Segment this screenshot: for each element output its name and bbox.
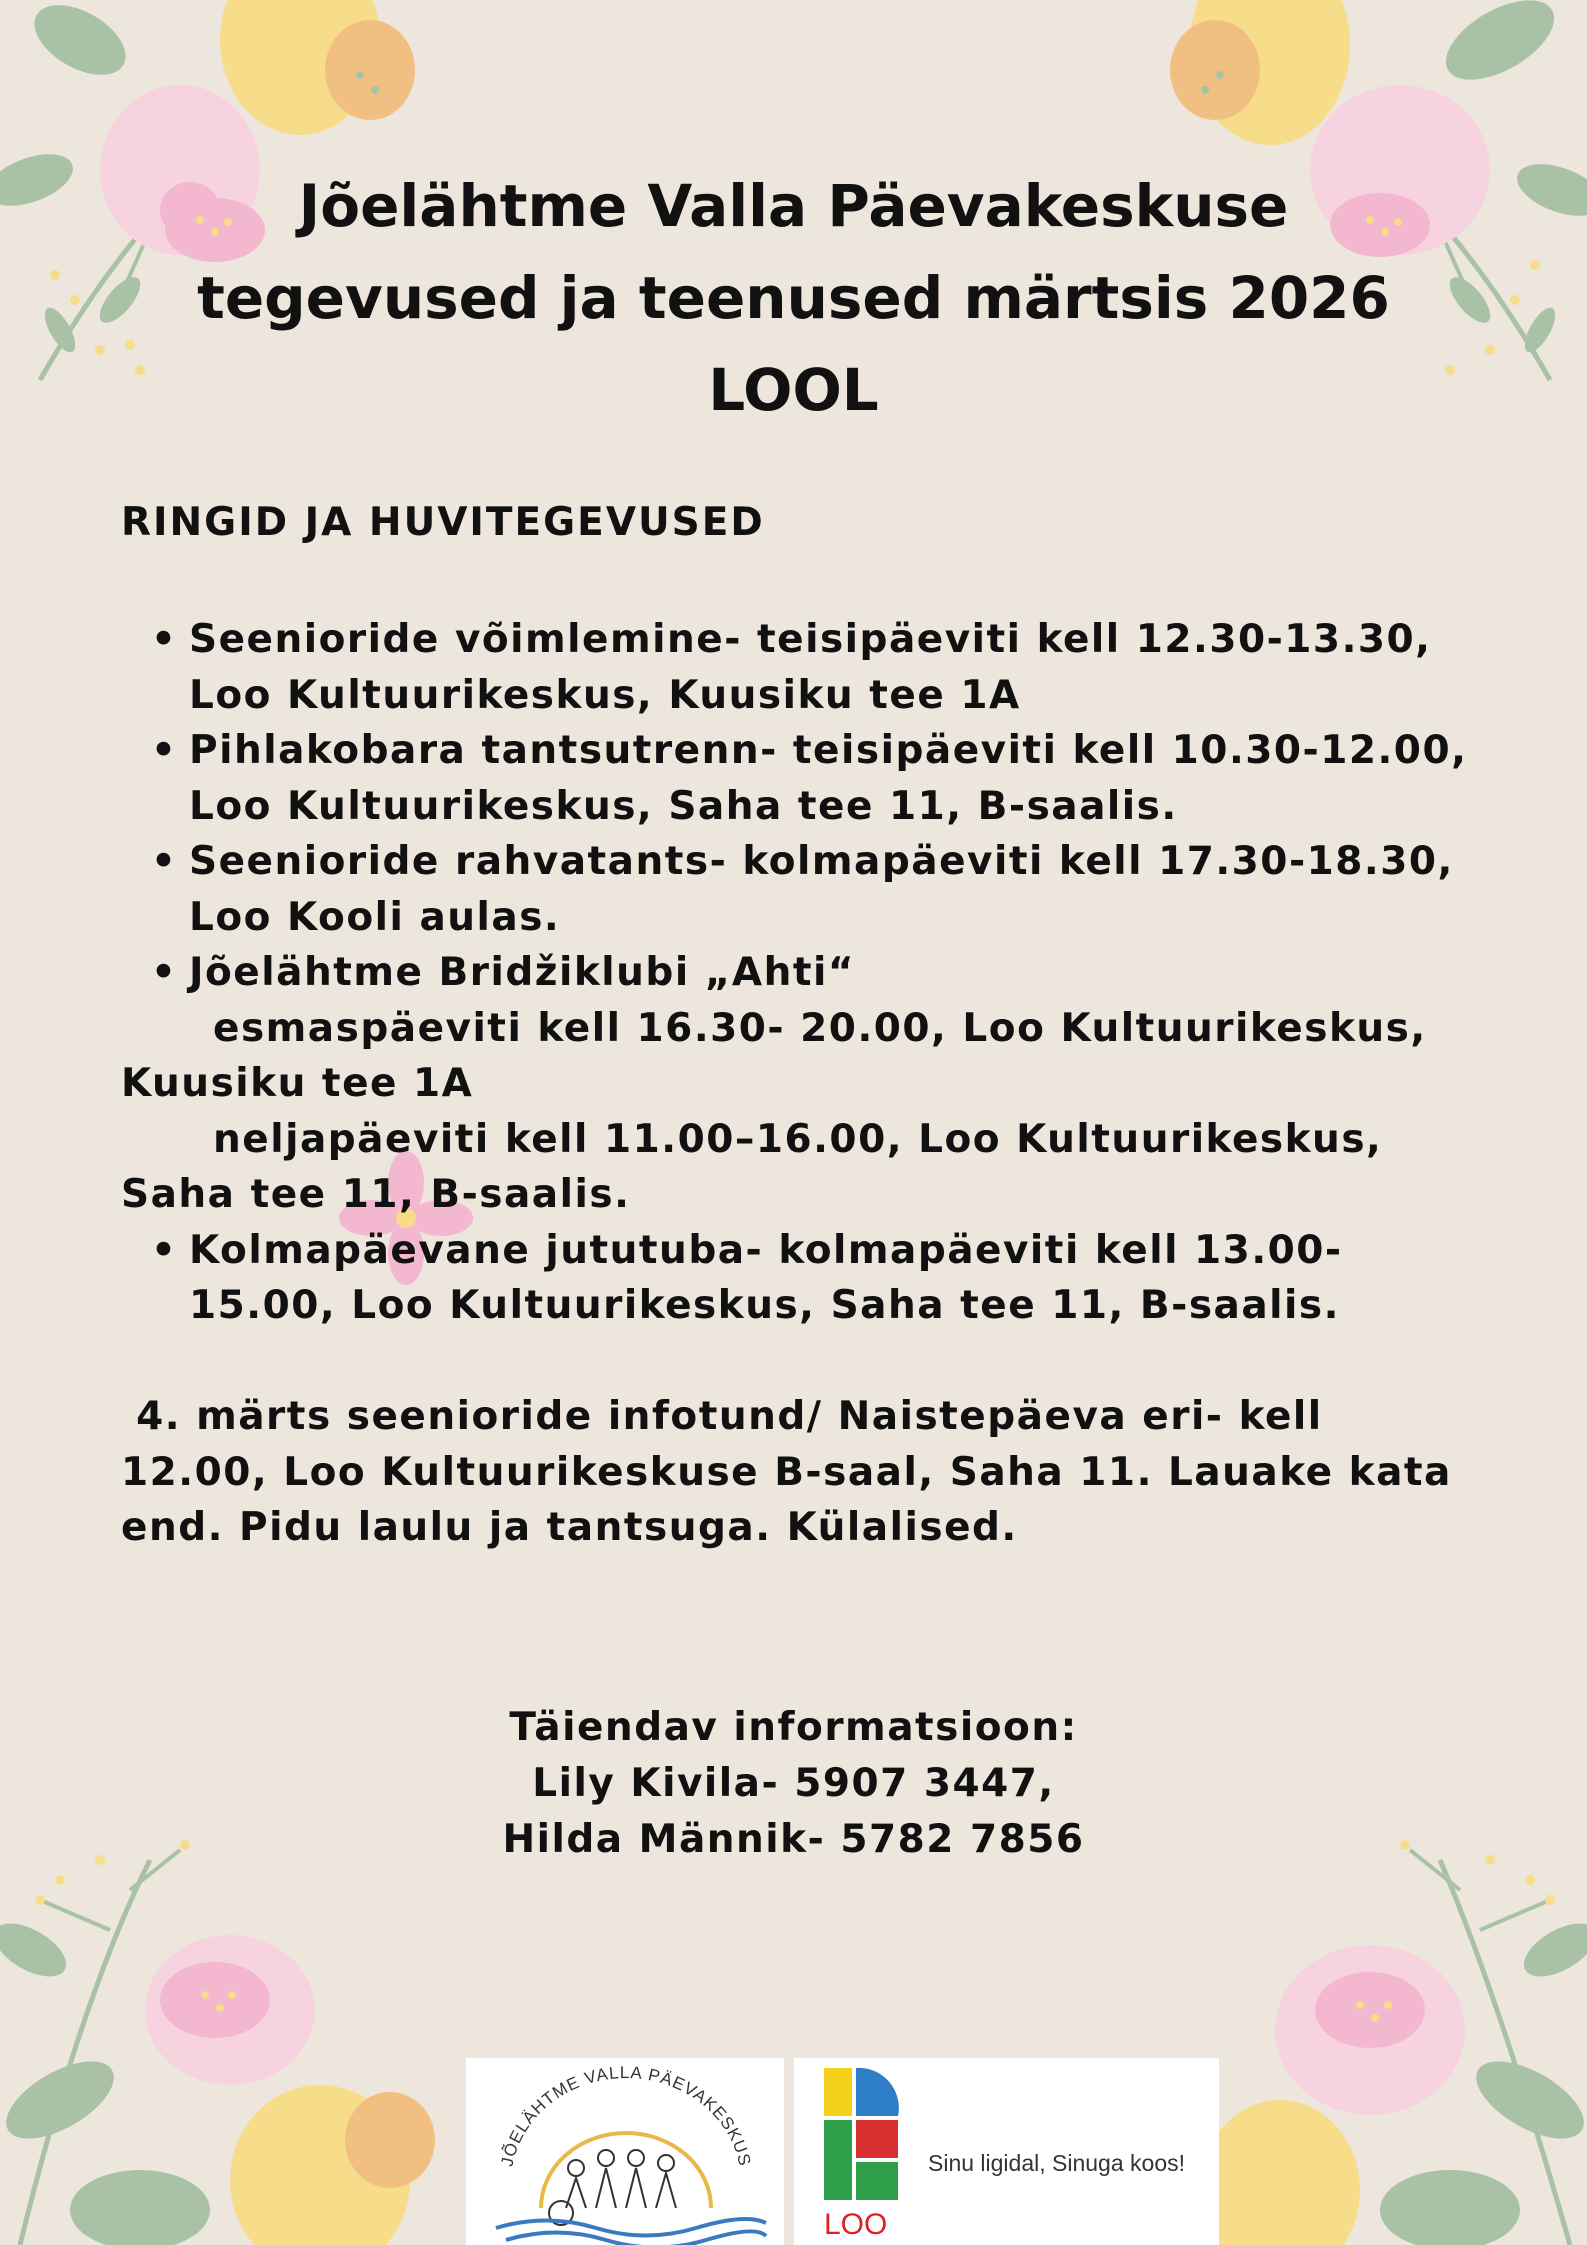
section-heading: RINGID JA HUVITEGEVUSED <box>121 500 765 545</box>
list-item: • Seenioride rahvatants- kolmapäeviti kell 17.30-18.30, <box>121 834 1481 890</box>
daycenter-logo <box>466 2058 784 2245</box>
event-line: 12.00, Loo Kultuurikeskuse B-saal, Saha 11. Lauake kata <box>121 1449 1452 1495</box>
page-title <box>190 160 1397 436</box>
title-line-3: LOOL <box>708 356 879 424</box>
title-line-1: Jõelähtme Valla Päevakeskuse <box>298 172 1289 240</box>
svg-text:JÕELÄHTME VALLA PÄEVAKESKUS: JÕELÄHTME VALLA PÄEVAKESKUS <box>497 2063 755 2169</box>
list-item-continued: Kuusiku tee 1A <box>121 1061 474 1106</box>
event-line: end. Pidu laulu ja tantsuga. Külalised. <box>121 1505 1018 1550</box>
list-item-continued: esmaspäeviti kell 16.30- 20.00, Loo Kultuurikeskus, <box>213 1005 1427 1051</box>
loo-name: LOO <box>824 2208 888 2241</box>
flower-bottom-right-icon <box>1200 1840 1587 2245</box>
list-item-continued: 15.00, Loo Kultuurikeskus, Saha tee 11, B-saalis. <box>189 1283 1340 1328</box>
list-item-continued: Loo Kultuurikeskus, Kuusiku tee 1A <box>189 672 1021 718</box>
title-line-2: tegevused ja teenused märtsis 2026 <box>197 264 1390 332</box>
contact-info <box>0 1700 1587 1868</box>
list-item: • Jõelähtme Bridžiklubi „Ahti“ <box>121 945 1481 1001</box>
activities-list <box>121 612 1481 1556</box>
list-item-continued: neljapäeviti kell 11.00–16.00, Loo Kultuurikeskus, <box>213 1116 1383 1162</box>
list-item: • Pihlakobara tantsutrenn- teisipäeviti kell 10.30-12.00, <box>121 723 1481 779</box>
bullet-icon: • <box>151 839 178 884</box>
contact-heading: Täiendav informatsioon: <box>509 1705 1078 1750</box>
bullet-icon: • <box>151 950 178 995</box>
list-item: • Seenioride võimlemine- teisipäeviti kell 12.30-13.30, <box>121 612 1481 668</box>
contact-line: Hilda Männik- 5782 7856 <box>502 1817 1085 1862</box>
bullet-icon: • <box>151 1227 178 1273</box>
list-item-continued: Loo Kultuurikeskus, Saha tee 11, B-saalis. <box>189 783 1178 829</box>
bullet-icon: • <box>151 617 178 662</box>
list-item: • Kolmapäevane jututuba- kolmapäeviti kell 13.00- <box>121 1223 1481 1279</box>
event-line: 4. märts seenioride infotund/ Naistepäeva eri- kell <box>121 1394 1323 1439</box>
contact-line: Lily Kivila- 5907 3447, <box>532 1761 1055 1806</box>
loo-slogan: Sinu ligidal, Sinuga koos! <box>928 2150 1185 2176</box>
bullet-icon: • <box>151 728 178 773</box>
list-item-continued: Loo Kooli aulas. <box>189 894 561 940</box>
daycenter-logo-icon <box>466 2058 784 2245</box>
flower-bottom-left-icon <box>0 1840 435 2245</box>
loo-logo <box>794 2058 1219 2245</box>
list-item-continued: Saha tee 11, B-saalis. <box>121 1172 631 1217</box>
